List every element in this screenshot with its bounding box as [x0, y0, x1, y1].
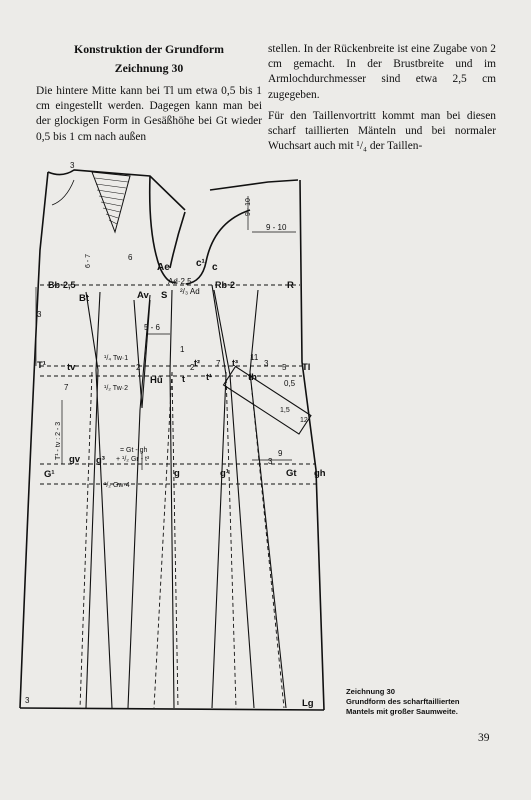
label-n3c: 3	[25, 696, 30, 705]
caption-title: Zeichnung 30	[346, 687, 395, 696]
label-gtgh: = Gt - gh	[120, 447, 148, 454]
label-gt: Gt	[286, 468, 297, 479]
front-armhole-curve	[186, 210, 250, 284]
label-n3b: 3	[37, 310, 42, 319]
label-bt: Bt	[79, 293, 90, 304]
label-n5: 5	[282, 363, 287, 372]
label-n2a: 2	[136, 363, 141, 372]
flare-5	[250, 372, 284, 708]
label-g3: g³	[96, 455, 105, 466]
hatch-outline	[92, 172, 130, 232]
label-t1s: t¹	[206, 372, 212, 382]
label-tw4: ¹/₄ Tw·1	[104, 355, 129, 362]
label-n6: 6	[128, 253, 133, 262]
label-n05: 0,5	[284, 379, 296, 388]
caption-line-1: Grundform des scharftaillierten	[346, 697, 460, 706]
caption-line-2: Mantels mit großer Saumweite.	[346, 707, 458, 716]
label-gh: gh	[314, 468, 326, 479]
label-gw4: ¹/₂ Gw·4	[104, 482, 130, 489]
back-shoulder	[48, 170, 185, 210]
back-seam	[20, 172, 48, 708]
pattern-drawing	[0, 160, 531, 720]
label-t: t	[182, 374, 185, 384]
pocket-flap	[223, 367, 310, 434]
label-n7a: 7	[64, 383, 69, 392]
right-paragraph-2: Für den Taillenvortritt kommt man bei diesen scharf taillierten Mänteln und bei normaler Wuchsart auch mit ¹/₄ der Taillen-	[268, 109, 496, 153]
label-gr: + ¹/₂ Gr - t³	[116, 456, 150, 463]
front-centre	[300, 180, 324, 710]
label-ad23: ²/₃ Ad	[180, 287, 200, 296]
front-panel-left	[212, 285, 226, 708]
label-n56: 5 - 6	[144, 323, 161, 332]
label-n910b: 9 - 10	[245, 198, 252, 216]
label-n67: 6 - 7	[85, 253, 92, 268]
label-n3e: 3	[268, 457, 273, 466]
label-gv: gv	[69, 454, 81, 465]
label-n910: 9 - 10	[266, 223, 287, 232]
label-t3: t³	[232, 358, 238, 368]
label-t1: T¹	[37, 360, 46, 371]
label-g: g	[174, 468, 180, 479]
flare-1	[154, 372, 172, 708]
label-t2: t²	[194, 358, 200, 368]
label-bb: Bb·2,5	[48, 280, 76, 290]
label-th: th	[248, 372, 257, 383]
label-c1: c¹	[196, 258, 205, 269]
front-armhole	[170, 212, 185, 268]
label-ae: Ae	[157, 262, 170, 273]
label-c: c	[212, 262, 218, 273]
hem	[20, 708, 324, 710]
left-text-column	[36, 42, 262, 151]
label-n2b: 2	[190, 363, 195, 372]
label-tvcalc: T¹ - tv : 2 - 3	[55, 421, 62, 460]
label-n11: 11	[250, 353, 259, 362]
label-lg: Lg	[302, 698, 314, 709]
section-subtitle: Zeichnung 30	[114, 61, 184, 75]
label-ad: Ad·2,5	[168, 277, 192, 286]
front-neck	[210, 180, 298, 190]
label-tw2: ¹/₂ Tw·2	[104, 385, 128, 392]
flare-3	[226, 372, 236, 708]
left-paragraph: Die hintere Mitte kann bei Tl um etwa 0,5 bis 1 cm eingestellt werden. Dagegen kann man bei der glockigen Form in Gesäßhöhe bei Gt wieder 0,5 bis 1 cm nach außen	[36, 85, 262, 143]
label-rb: Rb·2	[215, 280, 235, 290]
label-tv: tv	[67, 362, 76, 373]
page-number: 39	[478, 732, 490, 744]
label-n15: 1,5	[280, 407, 290, 414]
neck-arc	[52, 180, 74, 205]
section-title: Konstruktion der Grundform	[74, 42, 224, 56]
label-n3a: 3	[70, 161, 75, 170]
label-hu: Hü	[150, 375, 163, 386]
label-n3d: 3	[264, 359, 269, 368]
flare-4	[80, 372, 92, 708]
label-g1s: g¹	[220, 468, 229, 479]
label-tl: Tl	[302, 362, 311, 373]
figure-caption	[346, 687, 496, 717]
label-r: R	[287, 280, 294, 291]
label-n9: 9	[278, 449, 283, 458]
right-text-column	[268, 42, 496, 160]
label-g1: G¹	[44, 469, 55, 480]
label-n12: 12	[300, 417, 308, 424]
label-n7b: 7	[216, 359, 221, 368]
side-seam-left	[128, 295, 150, 708]
right-paragraph-1: stellen. In der Rückenbreite ist eine Zugabe von 2 cm gemacht. In der Brustbreite und im Armlochdurchmesser sind etwa 2,5 cm zugegeben.	[268, 43, 496, 101]
label-av: Av	[137, 290, 149, 301]
label-s: S	[161, 290, 168, 301]
label-n1: 1	[180, 345, 185, 354]
side-seam-right	[170, 290, 174, 708]
